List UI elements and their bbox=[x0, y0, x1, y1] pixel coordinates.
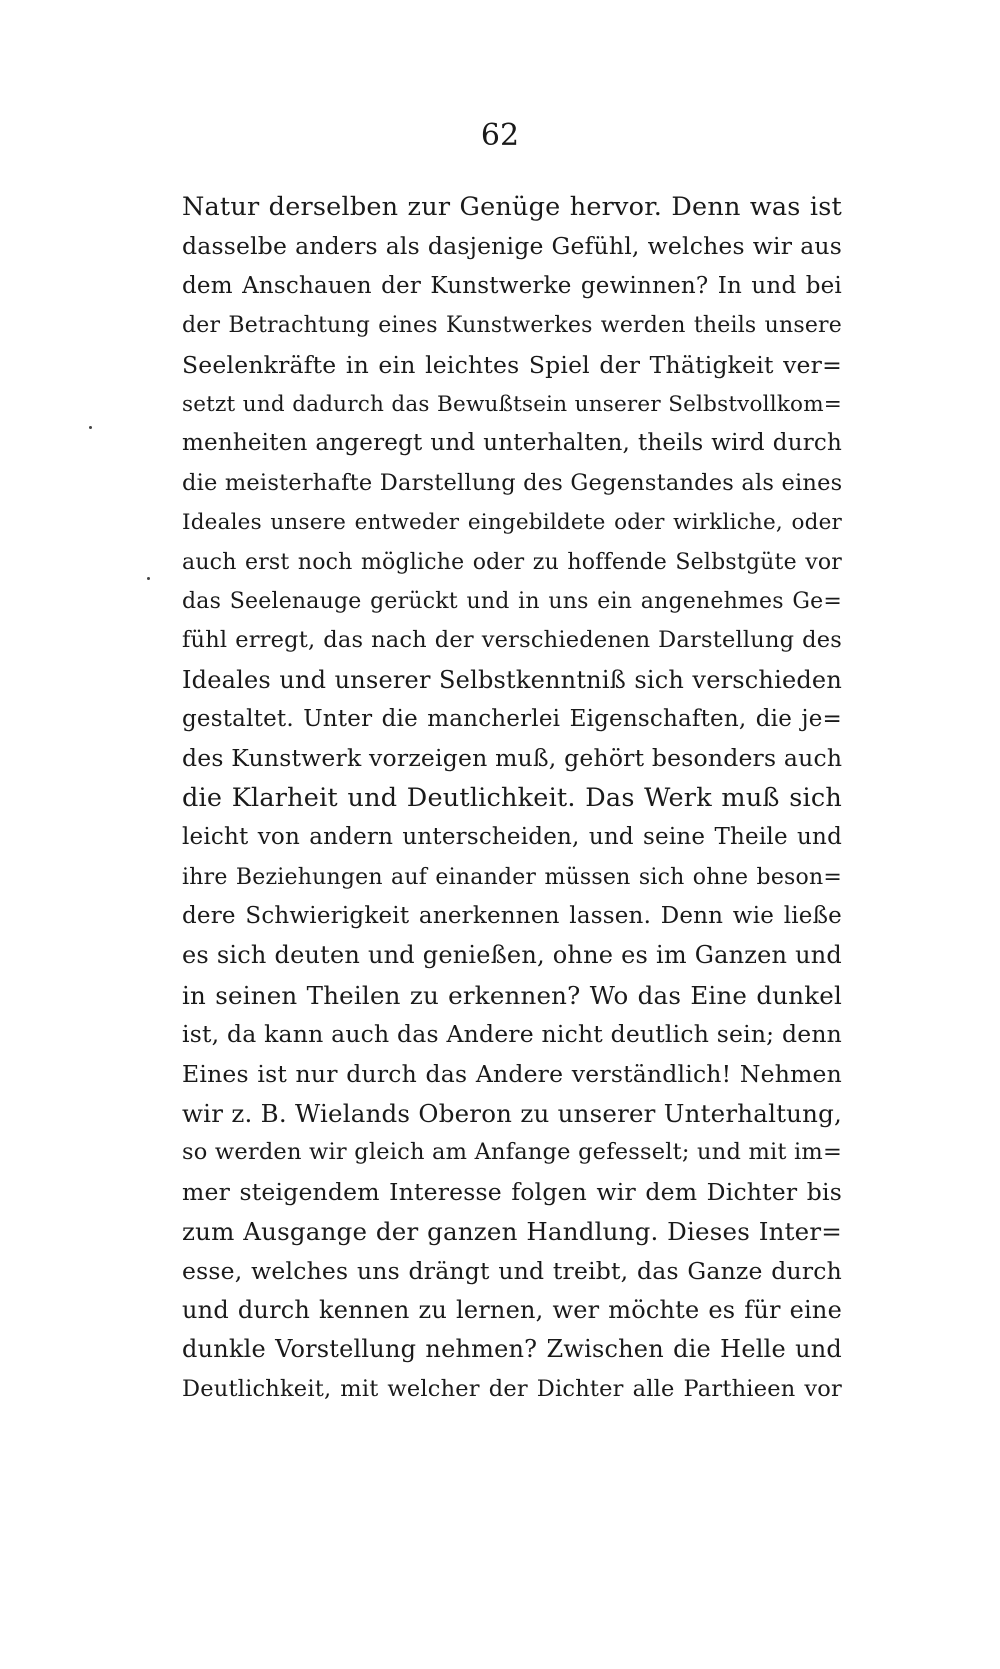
text-line: in seinen Theilen zu erkennen? Wo das Eine dunkel bbox=[182, 980, 842, 1010]
text-line: setzt und dadurch das Bewußtsein unserer Selbstvollkom= bbox=[182, 391, 842, 417]
text-line: die meisterhafte Darstellung des Gegenstandes als eines bbox=[182, 469, 843, 496]
body-text bbox=[182, 188, 842, 1409]
text-line: Natur derselben zur Genüge hervor. Denn was ist bbox=[182, 192, 842, 222]
text-line: der Betrachtung eines Kunstwerkes werden theils unsere bbox=[182, 313, 842, 339]
text-line: fühl erregt, das nach der verschiedenen Darstellung des bbox=[182, 627, 842, 654]
text-line: ihre Beziehungen auf einander müssen sich ohne beson= bbox=[182, 864, 842, 890]
text-line: ist, da kann auch das Andere nicht deutlich sein; denn bbox=[182, 1020, 842, 1049]
text-line: Eines ist nur durch das Andere verständlich! Nehmen bbox=[182, 1059, 842, 1088]
text-line: zum Ausgange der ganzen Handlung. Dieses Inter= bbox=[182, 1217, 842, 1247]
ink-speck bbox=[89, 426, 92, 429]
text-line: dere Schwierigkeit anerkennen lassen. Denn wie ließe bbox=[182, 903, 842, 930]
text-line: mer steigendem Interesse folgen wir dem Dichter bis bbox=[182, 1177, 842, 1206]
text-line: dem Anschauen der Kunstwerke gewinnen? In und bei bbox=[182, 272, 842, 299]
text-line: das Seelenauge gerückt und in uns ein angenehmes Ge= bbox=[182, 588, 842, 614]
text-line: so werden wir gleich am Anfange gefesselt; und mit im= bbox=[182, 1139, 842, 1166]
text-line: dasselbe anders als dasjenige Gefühl, welches wir aus bbox=[182, 232, 842, 261]
text-line: wir z. B. Wielands Oberon zu unserer Unterhaltung, bbox=[182, 1098, 842, 1128]
text-line: es sich deuten und genießen, ohne es im Ganzen und bbox=[182, 941, 842, 970]
text-line: und durch kennen zu lernen, wer möchte es für eine bbox=[182, 1295, 842, 1324]
text-line: Ideales und unserer Selbstkenntniß sich verschieden bbox=[182, 665, 842, 694]
text-line: auch erst noch mögliche oder zu hoffende Selbstgüte vor bbox=[182, 549, 842, 575]
text-line: Deutlichkeit, mit welcher der Dichter alle Parthieen vor bbox=[182, 1375, 842, 1402]
page-number: 62 bbox=[480, 118, 520, 153]
text-line: dunkle Vorstellung nehmen? Zwischen die Helle und bbox=[182, 1335, 842, 1364]
text-line: esse, welches uns drängt und treibt, das Ganze durch bbox=[182, 1256, 842, 1285]
text-line: menheiten angeregt und unterhalten, theils wird durch bbox=[182, 430, 842, 457]
text-line: des Kunstwerk vorzeigen muß, gehört besonders auch bbox=[182, 744, 843, 773]
text-line: Seelenkräfte in ein leichtes Spiel der Thätigkeit ver= bbox=[182, 350, 842, 379]
text-line: die Klarheit und Deutlichkeit. Das Werk muß sich bbox=[182, 782, 842, 813]
text-line: Ideales unsere entweder eingebildete oder wirkliche, oder bbox=[182, 510, 842, 536]
text-line: leicht von andern unterscheiden, und seine Theile und bbox=[182, 824, 842, 851]
ink-speck bbox=[147, 577, 150, 580]
text-line: gestaltet. Unter die mancherlei Eigenschaften, die je= bbox=[182, 706, 842, 733]
